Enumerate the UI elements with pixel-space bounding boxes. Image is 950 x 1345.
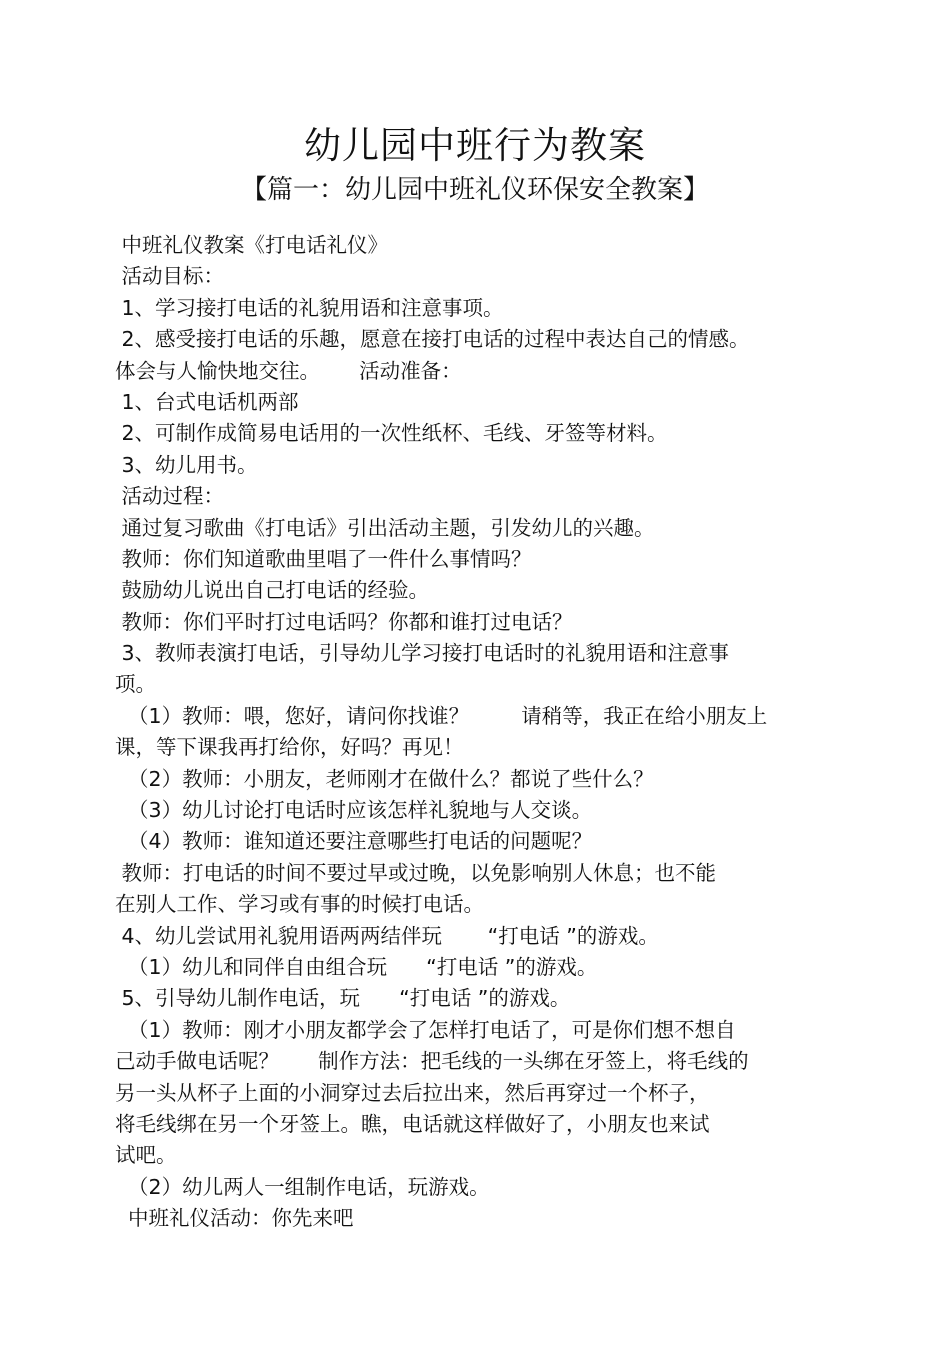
text-line: 活动过程： <box>115 484 225 509</box>
text-line: 己动手做电话呢？ 制作方法：把毛线的一头绑在牙签上，将毛线的 <box>115 1049 749 1074</box>
text-line: 教师：打电话的时间不要过早或过晚，以免影响别人休息；也不能 <box>115 860 717 885</box>
text-line: 2、感受接打电话的乐趣，愿意在接打电话的过程中表达自己的情感。 <box>115 327 750 352</box>
text-line: 另一头从杯子上面的小洞穿过去后拉出来，然后再穿过一个杯子， <box>115 1080 710 1105</box>
text-line: 1、学习接打电话的礼貌用语和注意事项。 <box>115 295 504 320</box>
text-line: （3）幼儿讨论打电话时应该怎样礼貌地与人交谈。 <box>115 798 593 823</box>
text-line: （2）幼儿两人一组制作电话，玩游戏。 <box>115 1174 490 1199</box>
text-line: （1）教师：刚才小朋友都学会了怎样打电话了，可是你们想不想自 <box>115 1017 736 1042</box>
text-line: 中班礼仪活动：你先来吧 <box>115 1206 354 1231</box>
text-line: 体会与人愉快地交往。 活动准备： <box>115 358 462 383</box>
text-line: （1）教师：喂，您好，请问你找谁？ 请稍等，我正在给小朋友上 <box>115 703 768 728</box>
text-line: 课，等下课我再打给你，好吗？再见！ <box>115 735 464 760</box>
document-body <box>115 230 815 1235</box>
document-subtitle: 【篇一：幼儿园中班礼仪环保安全教案】 <box>240 175 709 205</box>
text-line: （2）教师：小朋友，老师刚才在做什么？都说了些什么？ <box>115 766 654 791</box>
text-line: 教师：你们知道歌曲里唱了一件什么事情吗？ <box>115 546 532 571</box>
text-line: 项。 <box>115 672 156 697</box>
text-line: （1）幼儿和同伴自由组合玩 “打电话 ”的游戏。 <box>115 954 598 979</box>
document-title: 幼儿园中班行为教案 <box>304 124 646 167</box>
text-line: 3、教师表演打电话，引导幼儿学习接打电话时的礼貌用语和注意事 <box>115 641 730 666</box>
text-line: 2、可制作成简易电话用的一次性纸杯、毛线、牙签等材料。 <box>115 421 668 446</box>
text-line: 将毛线绑在另一个牙签上。瞧，电话就这样做好了，小朋友也来试 <box>115 1111 710 1136</box>
text-line: 试吧。 <box>115 1143 177 1168</box>
text-line: （4）教师：谁知道还要注意哪些打电话的问题呢？ <box>115 829 593 854</box>
text-line: 4、幼儿尝试用礼貌用语两两结伴玩 “打电话 ”的游戏。 <box>115 923 659 948</box>
text-line: 3、幼儿用书。 <box>115 452 258 477</box>
text-line: 在别人工作、学习或有事的时候打电话。 <box>115 892 484 917</box>
text-line: 教师：你们平时打过电话吗？你都和谁打过电话？ <box>115 609 573 634</box>
text-line: 通过复习歌曲《打电话》引出活动主题，引发幼儿的兴趣。 <box>115 515 655 540</box>
text-line: 1、台式电话机两部 <box>115 389 299 414</box>
text-line: 5、引导幼儿制作电话，玩 “打电话 ”的游戏。 <box>115 986 571 1011</box>
text-line: 活动目标： <box>115 264 225 289</box>
text-line: 鼓励幼儿说出自己打电话的经验。 <box>115 578 430 603</box>
text-line: 中班礼仪教案《打电话礼仪》 <box>115 233 389 257</box>
